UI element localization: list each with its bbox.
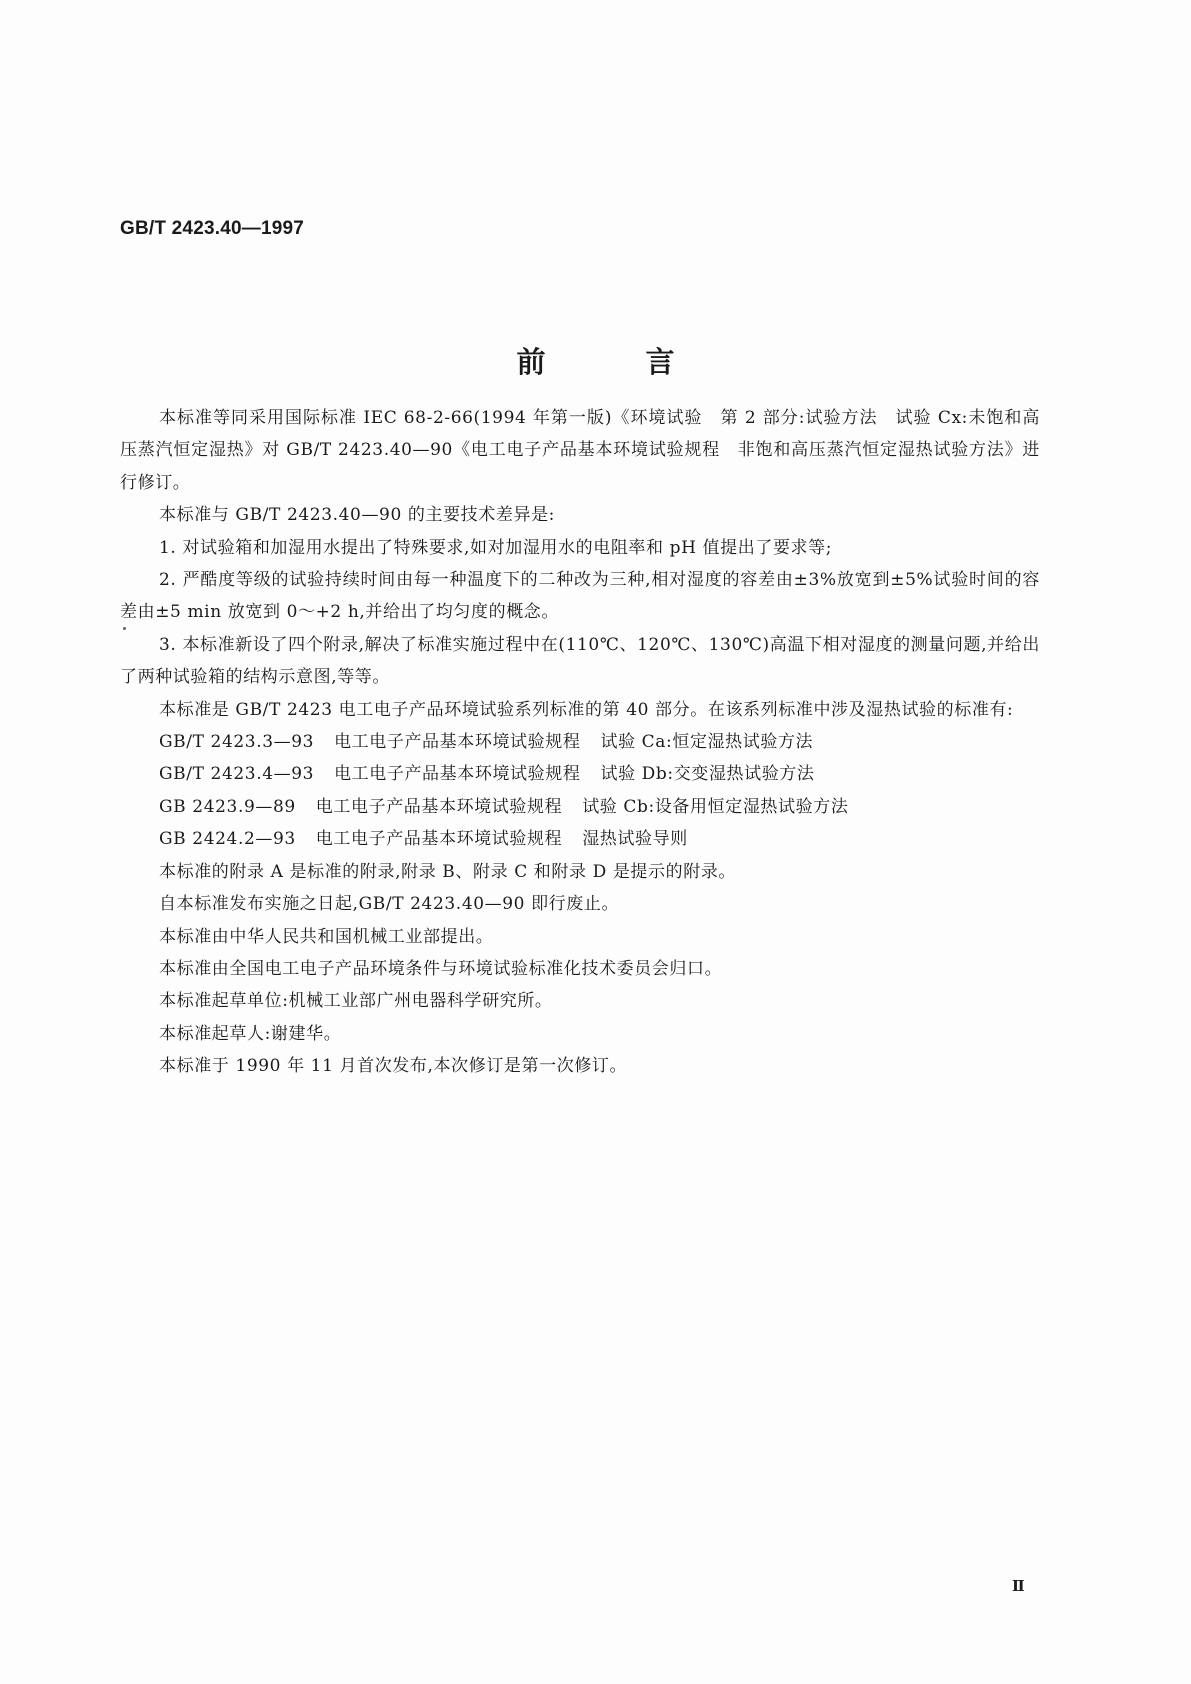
- related-standard-title: 湿热试验导则: [582, 829, 688, 850]
- line-centralized-by: 本标准由全国电工电子产品环境条件与环境试验标准化技术委员会归口。: [159, 958, 723, 979]
- line-drafter: 本标准起草人:谢建华。: [159, 1023, 342, 1044]
- paragraph-difference-2: 2. 严酷度等级的试验持续时间由每一种温度下的二种改为三种,相对湿度的容差由±3%放宽到±5%试验时间的容差由±5 min 放宽到 0～+2 h,并给出了均匀度的概念。: [120, 570, 1040, 623]
- page-number: Ⅱ: [1012, 1577, 1025, 1595]
- related-standard-title: 试验 Cb:设备用恒定湿热试验方法: [582, 796, 849, 817]
- standard-code: GB/T 2423.40—1997: [120, 218, 305, 239]
- related-standard-item: [120, 758, 1040, 790]
- related-standard-item: [120, 726, 1040, 758]
- related-standard-series: 电工电子产品基本环境试验规程: [315, 796, 563, 817]
- line-supersedes: 自本标准发布实施之日起,GB/T 2423.40—90 即行废止。: [159, 894, 620, 915]
- paragraph-difference-3: 3. 本标准新设了四个附录,解决了标准实施过程中在(110℃、120℃、130℃)高温下相对湿度的测量问题,并给出了两种试验箱的结构示意图,等等。: [120, 634, 1040, 688]
- related-standard-title: 试验 Db:交变湿热试验方法: [600, 764, 815, 785]
- related-standard-code: GB 2424.2—93: [159, 829, 296, 850]
- paragraph-differences-intro: 本标准与 GB/T 2423.40—90 的主要技术差异是:: [159, 505, 556, 526]
- related-standards-list: [120, 726, 1040, 856]
- paragraph-series: 本标准是 GB/T 2423 电工电子产品环境试验系列标准的第 40 部分。在该系列标准中涉及湿热试验的标准有:: [159, 699, 1014, 720]
- line-publication-history: 本标准于 1990 年 11 月首次发布,本次修订是第一次修订。: [159, 1056, 628, 1077]
- preface-body: [120, 402, 1040, 1083]
- paragraph-adoption: 本标准等同采用国际标准 IEC 68-2-66(1994 年第一版)《环境试验 第 2 部分:试验方法 试验 Cx:未饱和高压蒸汽恒定湿热》对 GB/T 2423.40—90《电工电子产品基本环境试验规程 非饱和高压蒸汽恒定湿热试验方法》进行修订。: [120, 408, 1040, 493]
- related-standard-series: 电工电子产品基本环境试验规程: [334, 764, 581, 785]
- paragraph-difference-1: 1. 对试验箱和加湿用水提出了特殊要求,如对加湿用水的电阻率和 pH 值提出了要求等;: [159, 537, 833, 558]
- line-proposed-by: 本标准由中华人民共和国机械工业部提出。: [159, 926, 494, 947]
- page-title: 前言: [516, 345, 775, 379]
- related-standard-series: 电工电子产品基本环境试验规程: [315, 829, 563, 850]
- related-standard-item: [120, 823, 1040, 855]
- related-standard-code: GB/T 2423.4—93: [159, 764, 315, 785]
- related-standard-code: GB 2423.9—89: [159, 796, 296, 817]
- related-standard-series: 电工电子产品基本环境试验规程: [334, 732, 581, 753]
- related-standard-item: [120, 791, 1040, 823]
- line-drafting-unit: 本标准起草单位:机械工业部广州电器科学研究所。: [159, 991, 553, 1012]
- line-appendix-status: 本标准的附录 A 是标准的附录,附录 B、附录 C 和附录 D 是提示的附录。: [159, 861, 737, 882]
- related-standard-title: 试验 Ca:恒定湿热试验方法: [600, 732, 814, 753]
- related-standard-code: GB/T 2423.3—93: [159, 732, 315, 753]
